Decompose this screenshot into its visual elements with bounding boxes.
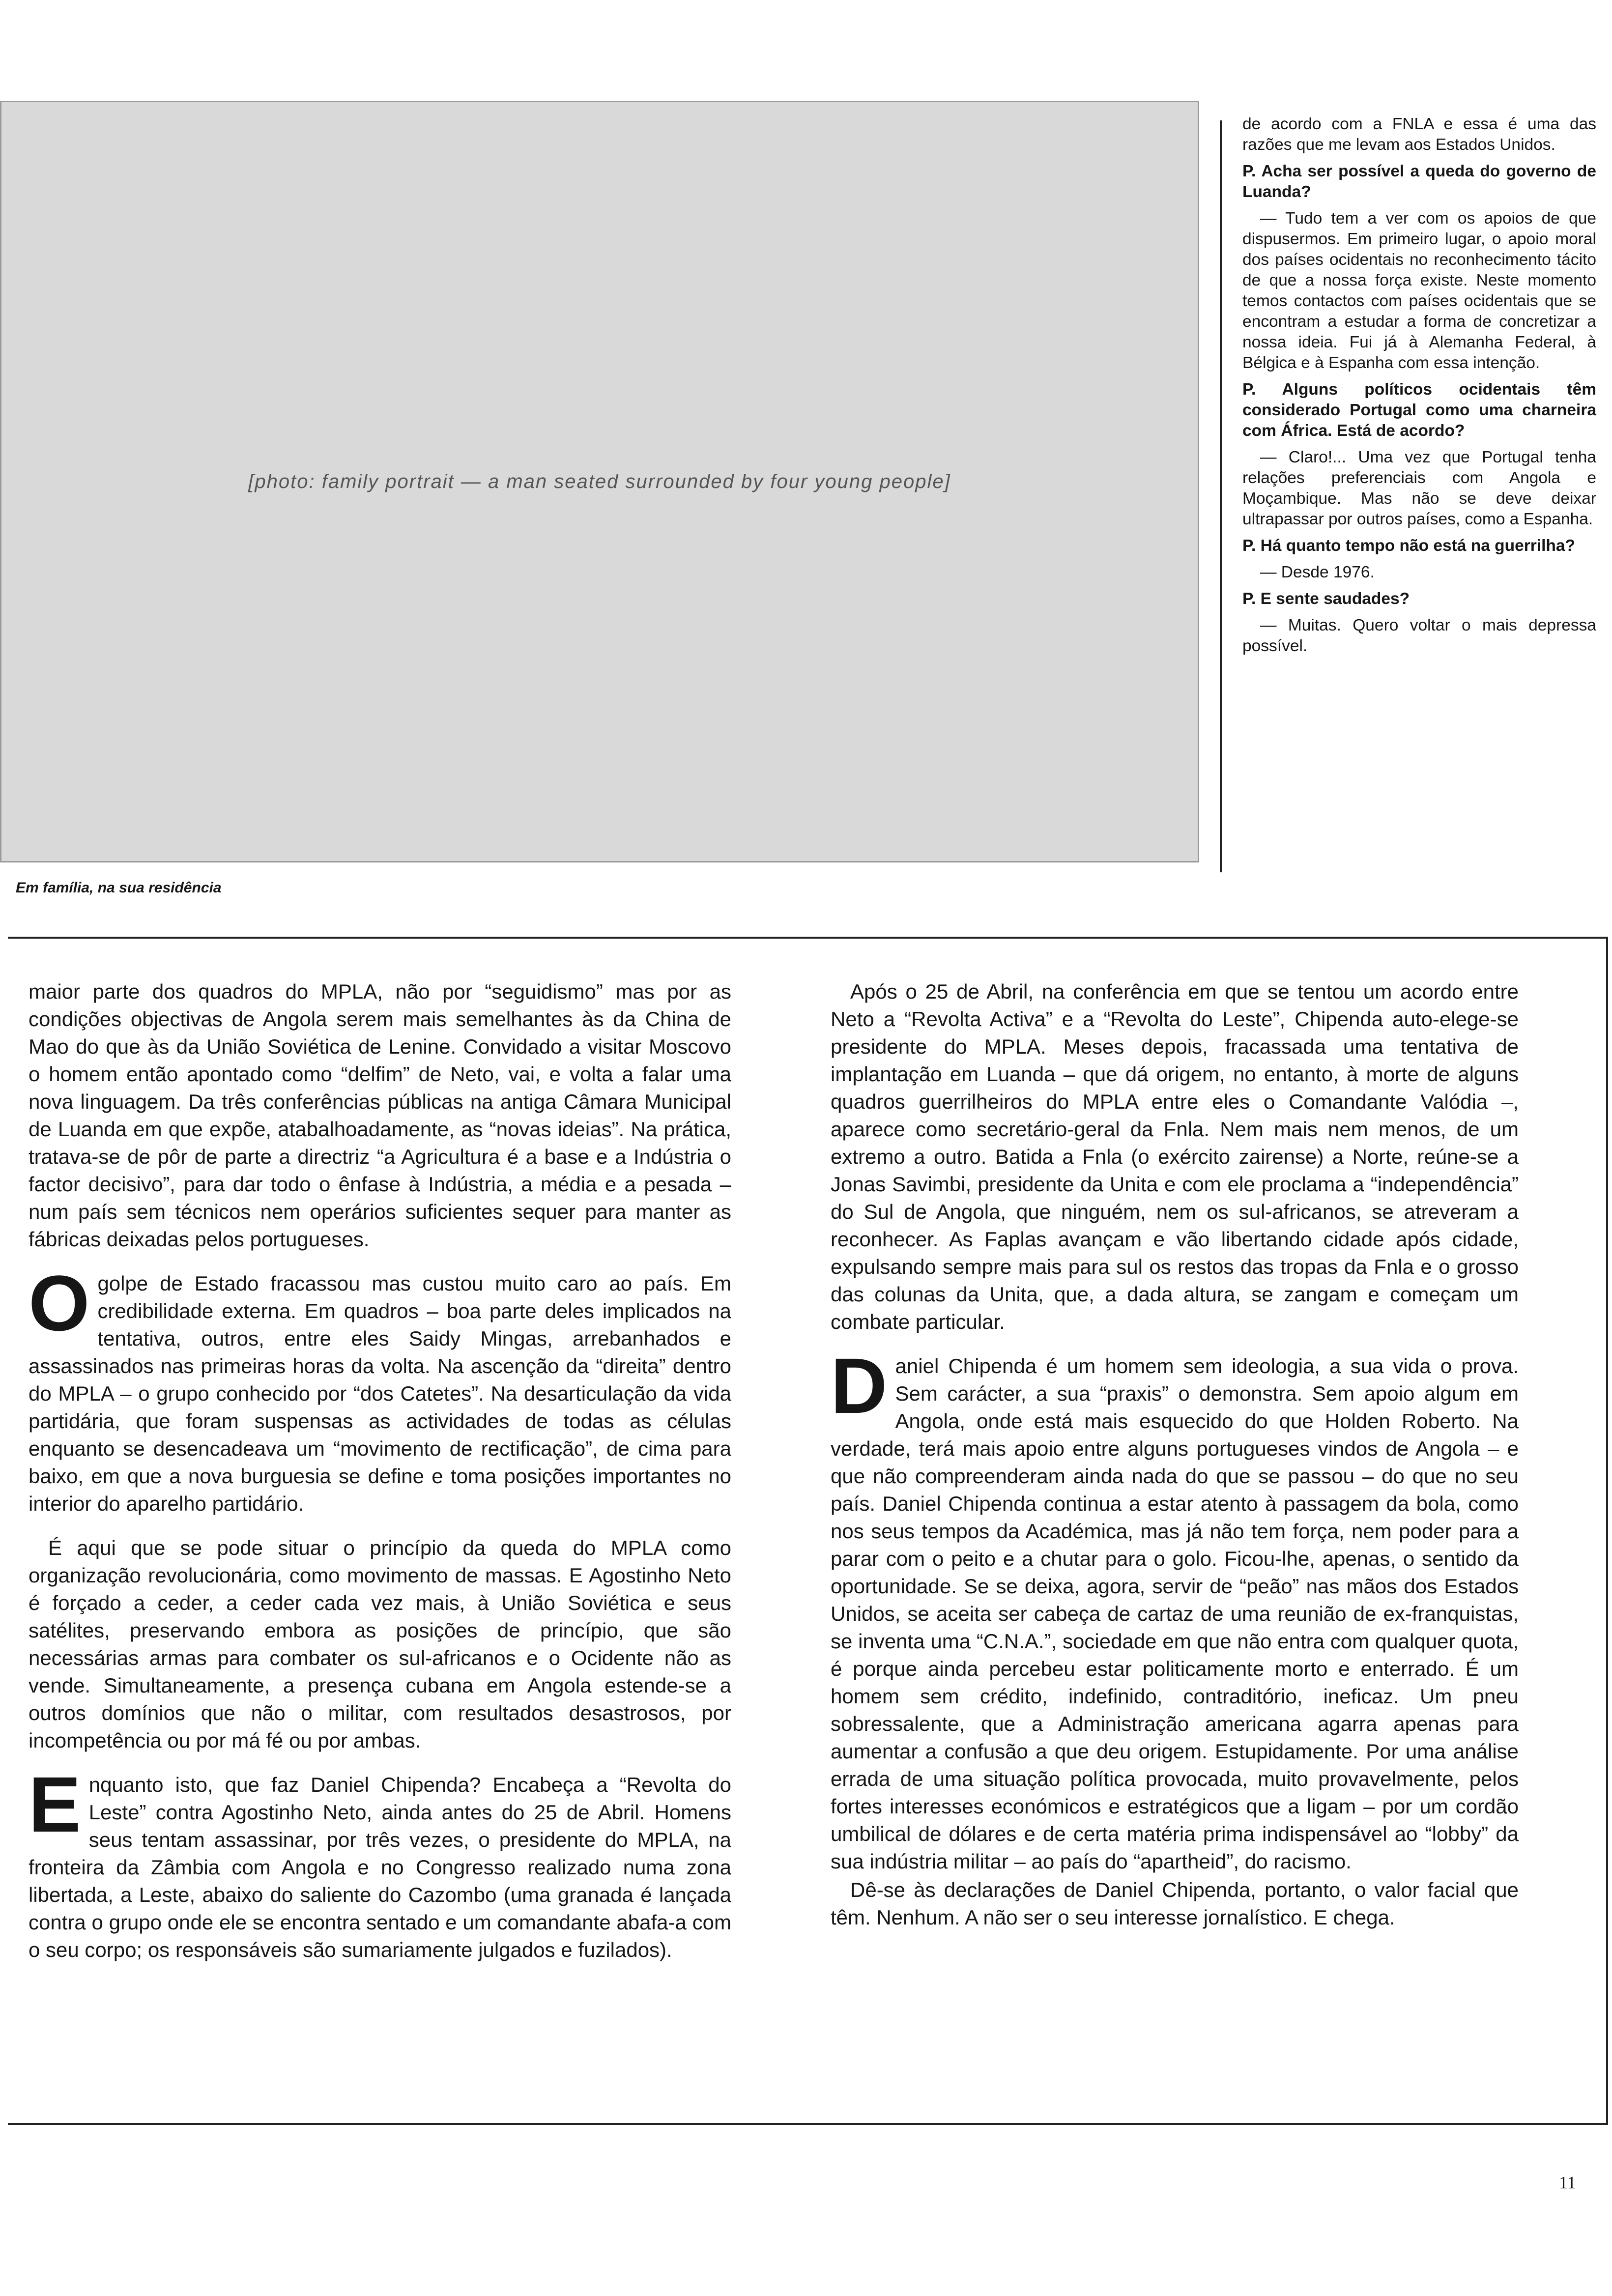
interview-question: P. E sente saudades? [1242, 590, 1410, 608]
article-column-right [831, 978, 1519, 1932]
drop-cap: O [29, 1259, 90, 1347]
article-paragraph: Dê-se às declarações de Daniel Chipenda, portanto, o valor facial que têm. Nenhum. A não ser o seu interesse jornalístico. E chega. [831, 1878, 1519, 1929]
article-column-left [29, 978, 731, 1980]
article-paragraph: Após o 25 de Abril, na conferência em que se tentou um acordo entre Neto a “Revolta Activa” e a “Revolta do Leste”, Chipenda auto-elege-se presidente do MPLA. Meses depois, fracassada uma tentativa de implantação em Luanda – que dá origem, no entanto, à morte de alguns quadros guerrilheiros do MPLA entre eles o Comandante Valódia –, aparece como secretário-geral da Fnla. Nem mais nem menos, de um extremo a outro. Batida a Fnla (o exército zairense) a Norte, reúne-se a Jonas Savimbi, presidente da Unita e com ele proclama a “independência” do Sul de Angola, que ninguém, nem os sul-africanos, se atreveram a reconhecer. As Faplas avançam e vão libertando cidade após cidade, expulsando sempre mais para sul os restos das tropas da Fnla e o grosso das colunas da Unita, que, a dada altura, se zangam e começam um combate particular. [831, 980, 1519, 1333]
interview-question: P. Acha ser possível a queda do governo de Luanda? [1242, 162, 1596, 201]
photo-caption: Em família, na sua residência [16, 880, 222, 896]
article-paragraph [831, 1342, 1519, 1875]
interview-question: P. Há quanto tempo não está na guerrilha? [1242, 537, 1575, 555]
interview-column [1242, 114, 1596, 662]
drop-cap: E [29, 1760, 81, 1848]
drop-cap: D [831, 1342, 888, 1430]
article-paragraph [29, 1760, 731, 1964]
article-paragraph-text: nquanto isto, que faz Daniel Chipenda? Encabeça a “Revolta do Leste” contra Agostinho Neto, ainda antes do 25 de Abril. Homens seus tentam assassinar, por três vezes, o presidente do MPLA, na fronteira da Zâmbia com Angola e no Congresso realizado numa zona libertada, a Leste, abaixo do saliente do Cazombo (uma granada é lançada contra o grupo onde ele se encontra sentado e um comandante abafa-a com o seu corpo; os responsáveis são sumariamente julgados e fuzilados). [29, 1773, 731, 1961]
article-paragraph: É aqui que se pode situar o princípio da queda do MPLA como organização revolucionária, como movimento de massas. E Agostinho Neto é forçado a ceder, a ceder cada vez mais, à União Soviética e seus satélites, preservando embora as posições de princípio, que são necessárias armas para combater os sul-africanos e o Ocidente não as vende. Simultaneamente, a presença cubana em Angola estende-se a outros domínios que não o militar, com resultados desastrosos, por incompetência ou por má fé ou por ambas. [29, 1536, 731, 1752]
interview-answer: — Tudo tem a ver com os apoios de que dispusermos. Em primeiro lugar, o apoio moral dos países ocidentais no reconhecimento tácito de que a nossa força existe. Neste momento temos contactos com países ocidentais que se encontram a estudar a forma de concretizar a nossa ideia. Fui já à Alemanha Federal, à Bélgica e à Espanha com essa intenção. [1242, 209, 1596, 372]
interview-answer: — Desde 1976. [1260, 563, 1375, 581]
interview-answer: — Muitas. Quero voltar o mais depressa possível. [1242, 616, 1596, 655]
page-number: 11 [1559, 2173, 1576, 2192]
article-paragraph [29, 1259, 731, 1518]
article-paragraph: maior parte dos quadros do MPLA, não por “seguidismo” mas por as condições objectivas de Angola serem mais semelhantes às da China de Mao do que às da União Soviética de Lenine. Convidado a visitar Moscovo o homem então apontado como “delfim” de Neto, vai, e volta a falar uma nova linguagem. Da três conferências públicas na antiga Câmara Municipal de Luanda em que expõe, atabalhoadamente, as “novas ideias”. Na prática, tratava-se de pôr de parte a directriz “a Agricultura é a base e a Indústria o factor decisivo”, para dar todo o ênfase à Indústria, a média e a pesada – num país sem técnicos nem operários suficientes sequer para manter as fábricas deixadas pelos portugueses. [29, 980, 731, 1251]
interview-question: P. Alguns políticos ocidentais têm considerado Portugal como uma charneira com África. Está de acordo? [1242, 380, 1596, 440]
interview-answer: — Claro!... Uma vez que Portugal tenha relações preferenciais com Angola e Moçambique. Mas não se deve deixar ultrapassar por outros países, como a Espanha. [1242, 448, 1596, 528]
interview-answer: de acordo com a FNLA e essa é uma das razões que me levam aos Estados Unidos. [1242, 115, 1596, 154]
article-paragraph-text: aniel Chipenda é um homem sem ideologia, a sua vida o prova. Sem carácter, a sua “praxis” o demonstra. Sem apoio algum em Angola, onde está mais esquecido do que Holden Roberto. Na verdade, terá mais apoio entre alguns portugueses vindos de Angola – e que não compreenderam ainda nada do que se passou – do que no seu país. Daniel Chipenda continua a estar atento à passagem da bola, como nos seus tempos da Académica, mas já não tem força, nem poder para a parar com o peito e a chutar para o golo. Ficou-lhe, apenas, o sentido da oportunidade. Se se deixa, agora, servir de “peão” nas mãos dos Estados Unidos, se aceita ser cabeça de cartaz de uma reunião de ex-franquistas, se inventa uma “C.N.A.”, sociedade em que não entra com qualquer quota, é porque ainda percebeu estar politicamente morto e enterrado. É um homem sem crédito, indefinido, contraditório, ineficaz. Um pneu sobressalente, que a Administração americana agarra apenas para aumentar a confusão a que deu origem. Estupidamente. Por uma análise errada de uma situação política provocada, muito provavelmente, pelos fortes interesses económicos e estratégicos que a ligam – por um cordão umbilical de dólares e de certa matéria prima indispensável ao “lobby” da sua indústria militar – ao país do “apartheid”, do racismo. [831, 1354, 1519, 1873]
column-divider [1220, 120, 1222, 872]
article-paragraph-text: golpe de Estado fracassou mas custou muito caro ao país. Em credibilidade externa. Em quadros – boa parte deles implicados na tentativa, outros, entre eles Saidy Mingas, arrebanhados e assassinados nas primeiras horas da volta. Na ascenção da “direita” dentro do MPLA – o grupo conhecido por “dos Catetes”. Na desarticulação da vida partidária, que foram suspensas as actividades de todas as células enquanto se desencadeava um “movimento de rectificação”, de cima para baixo, em que a nova burguesia se define e toma posições importantes no interior do aparelho partidário. [29, 1272, 731, 1515]
family-photo [0, 101, 1199, 862]
photo-placeholder-label: [photo: family portrait — a man seated surrounded by four young people] [248, 470, 951, 492]
